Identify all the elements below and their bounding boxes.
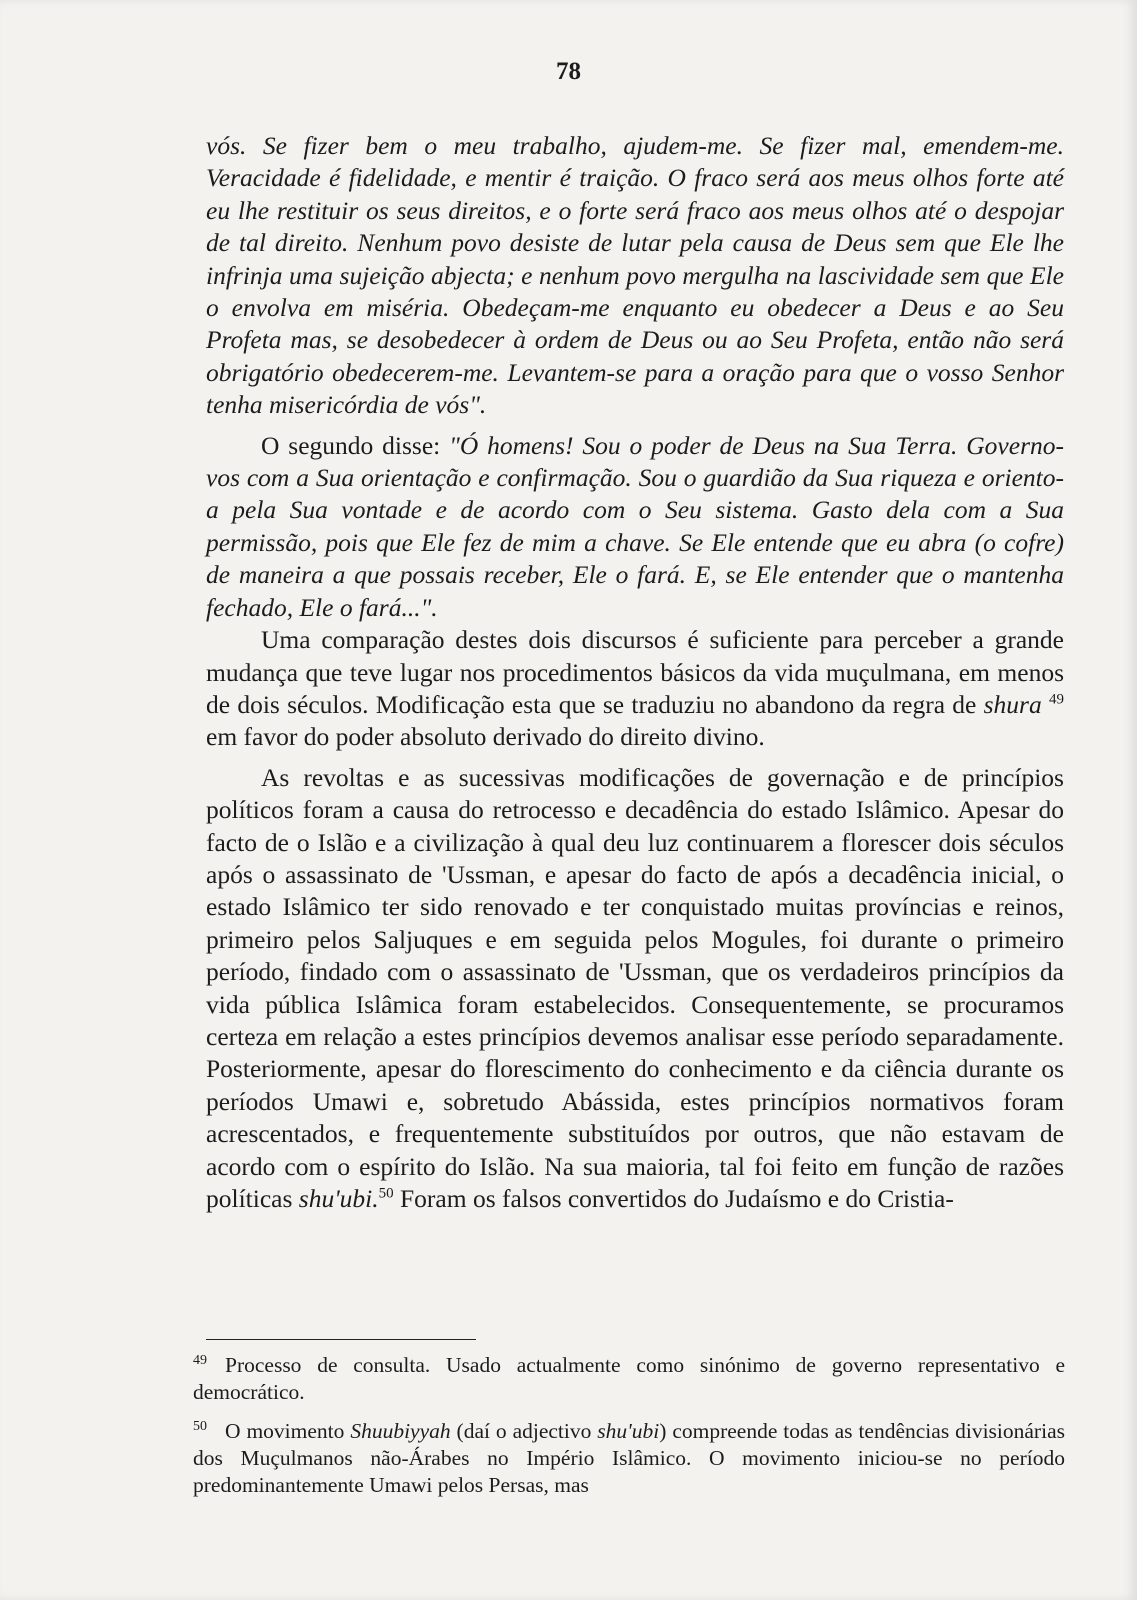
- footnote-50-text-mid: (daí o adjectivo: [450, 1419, 598, 1443]
- term-shuubi-adjective: shu'ubi: [597, 1419, 660, 1443]
- footnote-50: [193, 1418, 1065, 1499]
- revolts-text-end: Foram os falsos convertidos do Judaísmo e do Cristia-: [393, 1184, 954, 1213]
- main-text: [206, 130, 1064, 1215]
- revolts-paragraph: [206, 762, 1064, 1216]
- footnote-49: [193, 1352, 1065, 1406]
- second-speech-paragraph: [206, 430, 1064, 624]
- footnote-50-text-end: ) compreende todas as tendências divisionárias dos Muçulmanos não-Árabes no Império Islâmico. O movimento iniciou-se no período predominantemente Umawi pelos Persas, mas: [193, 1419, 1065, 1497]
- term-shuubi: shu'ubi.: [298, 1184, 379, 1213]
- footnote-ref-50[interactable]: 50: [378, 1185, 394, 1202]
- footnote-50-text-start: O movimento: [225, 1419, 351, 1443]
- footnote-49-mark: 49: [193, 1352, 207, 1368]
- footnote-ref-49[interactable]: 49: [1049, 691, 1064, 708]
- revolts-text-start: As revoltas e as sucessivas modificações de governação e de princípios políticos foram a causa do retrocesso e decadência do estado Islâmico. Apesar do facto de o Islão e a civilização à qual deu luz continuarem a florescer dois séculos após o assassinato de 'Ussman, e apesar do facto de após a decadência inicial, o estado Islâmico ter sido renovado e ter conquistado muitas províncias e reinos, primeiro pelos Saljuques e em seguida pelos Mogules, foi durante o primeiro período, findado com o assassinato de 'Ussman, que os verdadeiros princípios da vida pública Islâmica foram estabelecidos. Consequentemente, se procuramos certeza em relação a estes princípios devemos analisar esse período separadamente. Posteriormente, apesar do florescimento do conhecimento e da ciência durante os períodos Umawi e, sobretudo Abássida, estes princípios normativos foram acrescentados, e frequentemente substituídos por outros, que não estavam de acordo com o espírito do Islão. Na sua maioria, tal foi feito em função de razões políticas: [206, 762, 1064, 1213]
- first-speech-quote: vós. Se fizer bem o meu trabalho, ajudem-me. Se fizer mal, emendem-me. Veracidade é fidelidade, e mentir é traição. O fraco será aos meus olhos forte até eu lhe restituir os seus direitos, e o forte será fraco aos meus olhos até o despojar de tal direito. Nenhum povo desiste de lutar pela causa de Deus sem que Ele lhe infrinja uma sujeição abjecta; e nenhum povo mergulha na lascividade sem que Ele o envolva em miséria. Obedeçam-me enquanto eu obedecer a Deus e ao Seu Profeta mas, se desobedecer à ordem de Deus ou ao Seu Profeta, então não será obrigatório obedecerem-me. Levantem-se para a oração para que o vosso Senhor tenha misericórdia de vós".: [206, 131, 1064, 420]
- term-shuubiyyah: Shuubiyyah: [350, 1419, 451, 1443]
- term-shura: shura: [983, 689, 1042, 719]
- page-number: 78: [556, 58, 581, 85]
- footnote-50-mark: 50: [193, 1418, 207, 1434]
- comparison-text-start: Uma comparação destes dois discursos é suficiente para perceber a grande mudança que teve lugar nos procedimentos básicos da vida muçulmana, em menos de dois séculos. Modificação esta que se traduziu no abandono da regra de: [206, 625, 1064, 719]
- comparison-paragraph: [206, 624, 1064, 754]
- comparison-text-end: em favor do poder absoluto derivado do direito divino.: [206, 722, 765, 752]
- second-speech-quote: "Ó homens! Sou o poder de Deus na Sua Terra. Governo-vos com a Sua orientação e confirmação. Sou o guardião da Sua riqueza e oriento-a pela Sua vontade e de acordo com o Seu sistema. Gasto dela com a Sua permissão, pois que Ele fez de mim a chave. Se Ele entende que eu abra (o cofre) de maneira a que possais receber, Ele o fará. E, se Ele entender que o mantenha fechado, Ele o fará...".: [206, 430, 1064, 622]
- footnote-49-text: Processo de consulta. Usado actualmente como sinónimo de governo representativo e democrático.: [193, 1353, 1065, 1404]
- footnotes: [193, 1352, 1065, 1511]
- second-speech-intro: O segundo disse:: [261, 430, 450, 460]
- footnote-separator: [206, 1339, 476, 1340]
